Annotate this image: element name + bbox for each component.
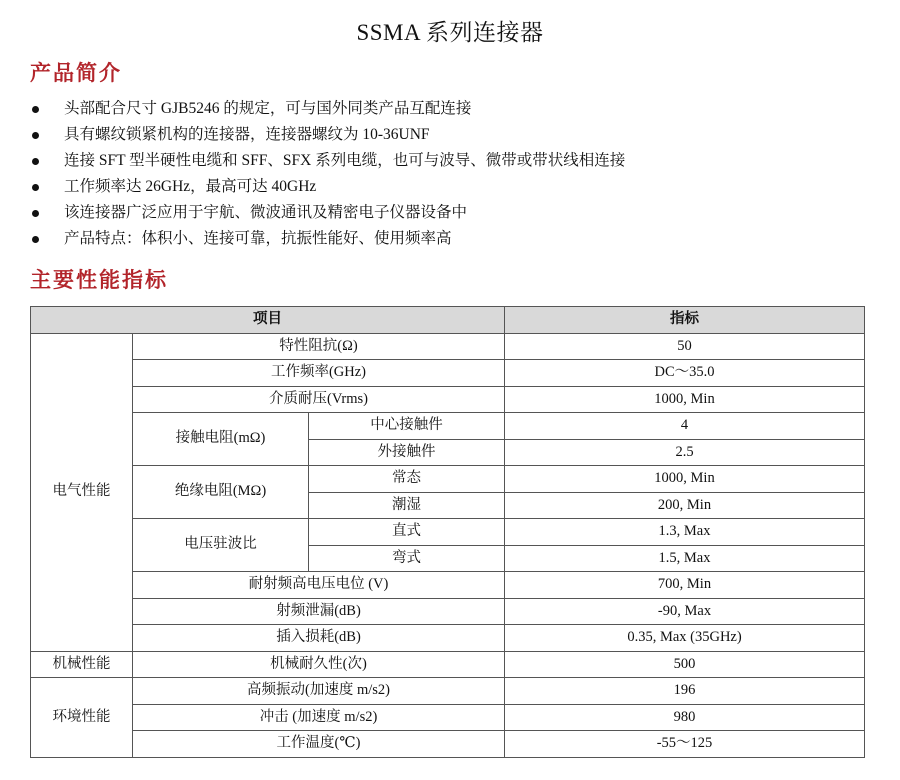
row-value: 1.5, Max xyxy=(505,545,865,572)
row-value: 0.35, Max (35GHz) xyxy=(505,625,865,652)
row-label: 介质耐压(Vrms) xyxy=(133,386,505,413)
list-item xyxy=(32,96,625,122)
list-item-text: 具有螺纹锁紧机构的连接器，连接器螺纹为 10-36UNF xyxy=(64,126,430,143)
group-environmental: 环境性能 xyxy=(31,678,133,758)
table-row xyxy=(31,360,865,387)
row-sublabel: 中心接触件 xyxy=(309,413,505,440)
bullet-icon xyxy=(32,132,39,139)
table-row xyxy=(31,519,865,546)
list-item xyxy=(32,200,625,226)
row-label: 电压驻波比 xyxy=(133,519,309,572)
row-value: 1.3, Max xyxy=(505,519,865,546)
list-item-text: 工作频率达 26GHz，最高可达 40GHz xyxy=(64,178,317,195)
row-label: 射频泄漏(dB) xyxy=(133,598,505,625)
bullet-icon xyxy=(32,158,39,165)
row-label: 绝缘电阻(MΩ) xyxy=(133,466,309,519)
row-value: 500 xyxy=(505,651,865,678)
spec-table xyxy=(30,306,865,758)
row-value: 1000, Min xyxy=(505,466,865,493)
table-row xyxy=(31,413,865,440)
table-row xyxy=(31,651,865,678)
group-electrical: 电气性能 xyxy=(31,333,133,651)
row-label: 机械耐久性(次) xyxy=(133,651,505,678)
row-label: 接触电阻(mΩ) xyxy=(133,413,309,466)
row-value: 50 xyxy=(505,333,865,360)
header-item: 项目 xyxy=(31,307,505,334)
row-value: -55～125 xyxy=(505,731,865,758)
row-value: DC～35.0 xyxy=(505,360,865,387)
table-row xyxy=(31,625,865,652)
row-value: 196 xyxy=(505,678,865,705)
row-value: 200, Min xyxy=(505,492,865,519)
table-row xyxy=(31,386,865,413)
table-row xyxy=(31,678,865,705)
bullet-icon xyxy=(32,236,39,243)
table-row xyxy=(31,466,865,493)
table-row xyxy=(31,598,865,625)
row-label: 冲击 (加速度 m/s2) xyxy=(133,704,505,731)
bullet-icon xyxy=(32,210,39,217)
section-heading-spec: 主要性能指标 xyxy=(30,268,168,292)
row-sublabel: 潮湿 xyxy=(309,492,505,519)
row-value: 2.5 xyxy=(505,439,865,466)
bullet-icon xyxy=(32,106,39,113)
row-value: 4 xyxy=(505,413,865,440)
table-row xyxy=(31,731,865,758)
header-value: 指标 xyxy=(505,307,865,334)
row-sublabel: 直式 xyxy=(309,519,505,546)
row-label: 耐射频高电压电位 (V) xyxy=(133,572,505,599)
page-title: SSMA 系列连接器 xyxy=(356,20,544,45)
row-label: 工作温度(℃) xyxy=(133,731,505,758)
row-value: 1000, Min xyxy=(505,386,865,413)
list-item xyxy=(32,174,625,200)
row-value: 980 xyxy=(505,704,865,731)
row-label: 工作频率(GHz) xyxy=(133,360,505,387)
list-item xyxy=(32,148,625,174)
table-row xyxy=(31,704,865,731)
list-item-text: 产品特点：体积小、连接可靠，抗振性能好、使用频率高 xyxy=(64,230,452,247)
bullet-icon xyxy=(32,184,39,191)
list-item xyxy=(32,226,625,252)
section-heading-intro: 产品简介 xyxy=(30,61,122,85)
row-label: 高频振动(加速度 m/s2) xyxy=(133,678,505,705)
list-item-text: 连接 SFT 型半硬性电缆和 SFF、SFX 系列电缆，也可与波导、微带或带状线相连接 xyxy=(64,152,626,169)
list-item-text: 该连接器广泛应用于宇航、微波通讯及精密电子仪器设备中 xyxy=(64,204,468,221)
table-row xyxy=(31,572,865,599)
row-sublabel: 常态 xyxy=(309,466,505,493)
row-value: 700, Min xyxy=(505,572,865,599)
row-value: -90, Max xyxy=(505,598,865,625)
table-header-row xyxy=(31,307,865,334)
row-sublabel: 外接触件 xyxy=(309,439,505,466)
intro-bullet-list xyxy=(32,96,625,252)
list-item xyxy=(32,122,625,148)
row-label: 插入损耗(dB) xyxy=(133,625,505,652)
table-row xyxy=(31,333,865,360)
row-label: 特性阻抗(Ω) xyxy=(133,333,505,360)
group-mechanical: 机械性能 xyxy=(31,651,133,678)
list-item-text: 头部配合尺寸 GJB5246 的规定，可与国外同类产品互配连接 xyxy=(64,100,472,117)
row-sublabel: 弯式 xyxy=(309,545,505,572)
